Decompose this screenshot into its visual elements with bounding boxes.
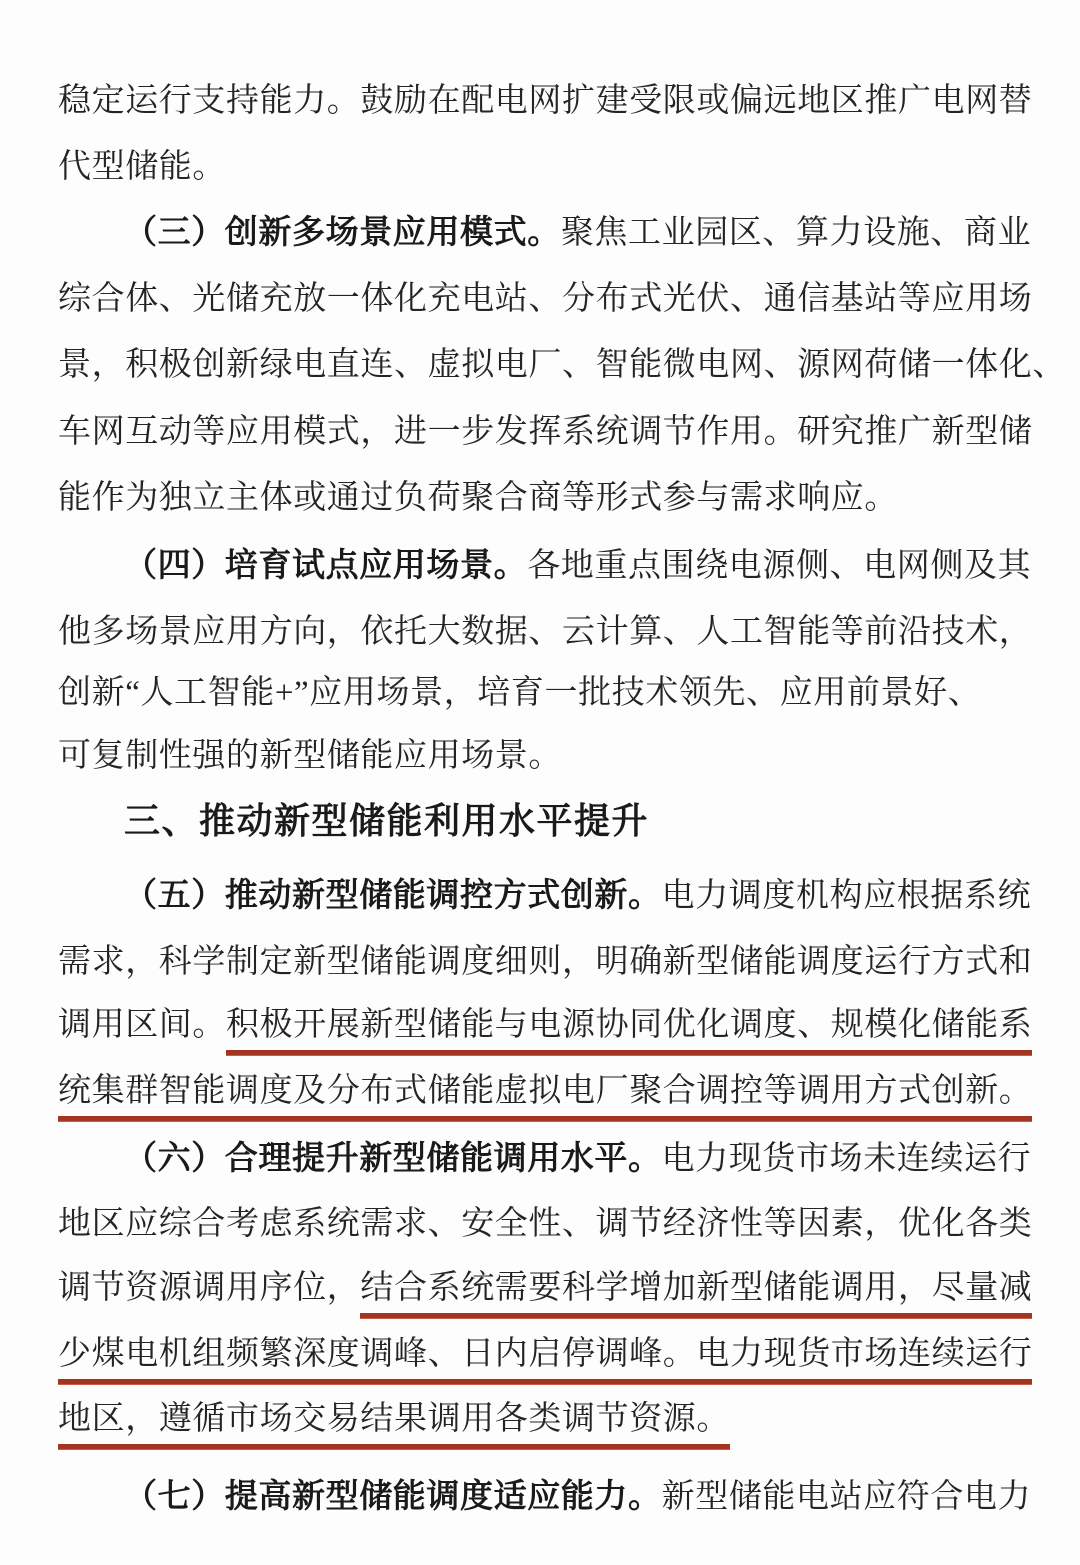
text-segment: 综合体、光储充放一体化充电站、分布式光伏、通信基站等应用场 (58, 281, 1033, 317)
text-line (58, 1333, 1036, 1375)
text-line (58, 611, 1036, 653)
text-segment: 景，积极创新绿电直连、虚拟电厂、智能微电网、源网荷储一体化、 (58, 347, 1066, 383)
text-segment: 需求，科学制定新型储能调度细则，明确新型储能调度运行方式和 (58, 944, 1033, 980)
text-segment: 可复制性强的新型储能应用场景。 (58, 738, 562, 774)
text-line (58, 278, 1036, 320)
text-segment: 稳定运行支持能力。鼓励在配电网扩建受限或偏远地区推广电网替 (58, 83, 1033, 119)
text-line (58, 1203, 1036, 1245)
underlined-text-segment: 结合系统需要科学增加新型储能调用，尽量减 (360, 1270, 1032, 1318)
paragraph-lead-segment: （五）推动新型储能调控方式创新。 (124, 878, 662, 914)
section-heading (58, 800, 1036, 842)
text-line (58, 1138, 1036, 1180)
text-segment: 调用区间。 (58, 1007, 226, 1043)
underlined-text-segment: 地区，遵循市场交易结果调用各类调节资源。 (58, 1401, 730, 1449)
text-segment: 车网互动等应用模式，进一步发挥系统调节作用。研究推广新型储 (58, 414, 1033, 450)
text-line (58, 477, 1036, 519)
paragraph-lead-segment: 三、推动新型储能利用水平提升 (124, 800, 650, 841)
text-line (58, 1476, 1036, 1518)
text-segment: 聚焦工业园区、算力设施、商业 (560, 215, 1032, 251)
text-segment: 调节资源调用序位， (58, 1270, 361, 1306)
text-line (58, 941, 1036, 983)
text-line (58, 1267, 1036, 1309)
paragraph-lead-segment: （四）培育试点应用场景。 (124, 548, 528, 584)
underlined-text-segment: 统集群智能调度及分布式储能虚拟电厂聚合调控等调用方式创新。 (58, 1073, 1032, 1121)
paragraph-lead-segment: （七）提高新型储能调度适应能力。 (124, 1479, 662, 1515)
text-segment: 代型储能。 (58, 149, 226, 185)
underlined-text-segment: 少煤电机组频繁深度调峰、日内启停调峰。电力现货市场连续运行 (58, 1336, 1032, 1384)
text-line (58, 1398, 1036, 1440)
text-segment: 创新“人工智能+”应用场景，培育一批技术领先、应用前景好、 (58, 675, 982, 711)
text-line (58, 875, 1036, 917)
paragraph-lead-segment: （三）创新多场景应用模式。 (124, 215, 561, 251)
text-line (58, 545, 1036, 587)
text-line (58, 146, 1036, 188)
text-line (58, 672, 1036, 714)
text-segment: 地区应综合考虑系统需求、安全性、调节经济性等因素，优化各类 (58, 1206, 1033, 1242)
text-line (58, 344, 1066, 386)
text-segment: 电力现货市场未连续运行 (661, 1141, 1032, 1177)
text-line (58, 411, 1036, 453)
text-line (58, 735, 1036, 777)
text-line (58, 80, 1036, 122)
text-segment: 电力调度机构应根据系统 (661, 878, 1032, 914)
text-segment: 他多场景应用方向，依托大数据、云计算、人工智能等前沿技术， (58, 614, 1033, 650)
text-line (58, 1070, 1036, 1112)
underlined-text-segment: 积极开展新型储能与电源协同优化调度、规模化储能系 (226, 1007, 1032, 1055)
text-line (58, 212, 1036, 254)
text-segment: 新型储能电站应符合电力 (661, 1479, 1032, 1515)
text-line (58, 1004, 1036, 1046)
paragraph-lead-segment: （六）合理提升新型储能调用水平。 (124, 1141, 662, 1177)
text-segment: 能作为独立主体或通过负荷聚合商等形式参与需求响应。 (58, 480, 898, 516)
text-segment: 各地重点围绕电源侧、电网侧及其 (527, 548, 1032, 584)
